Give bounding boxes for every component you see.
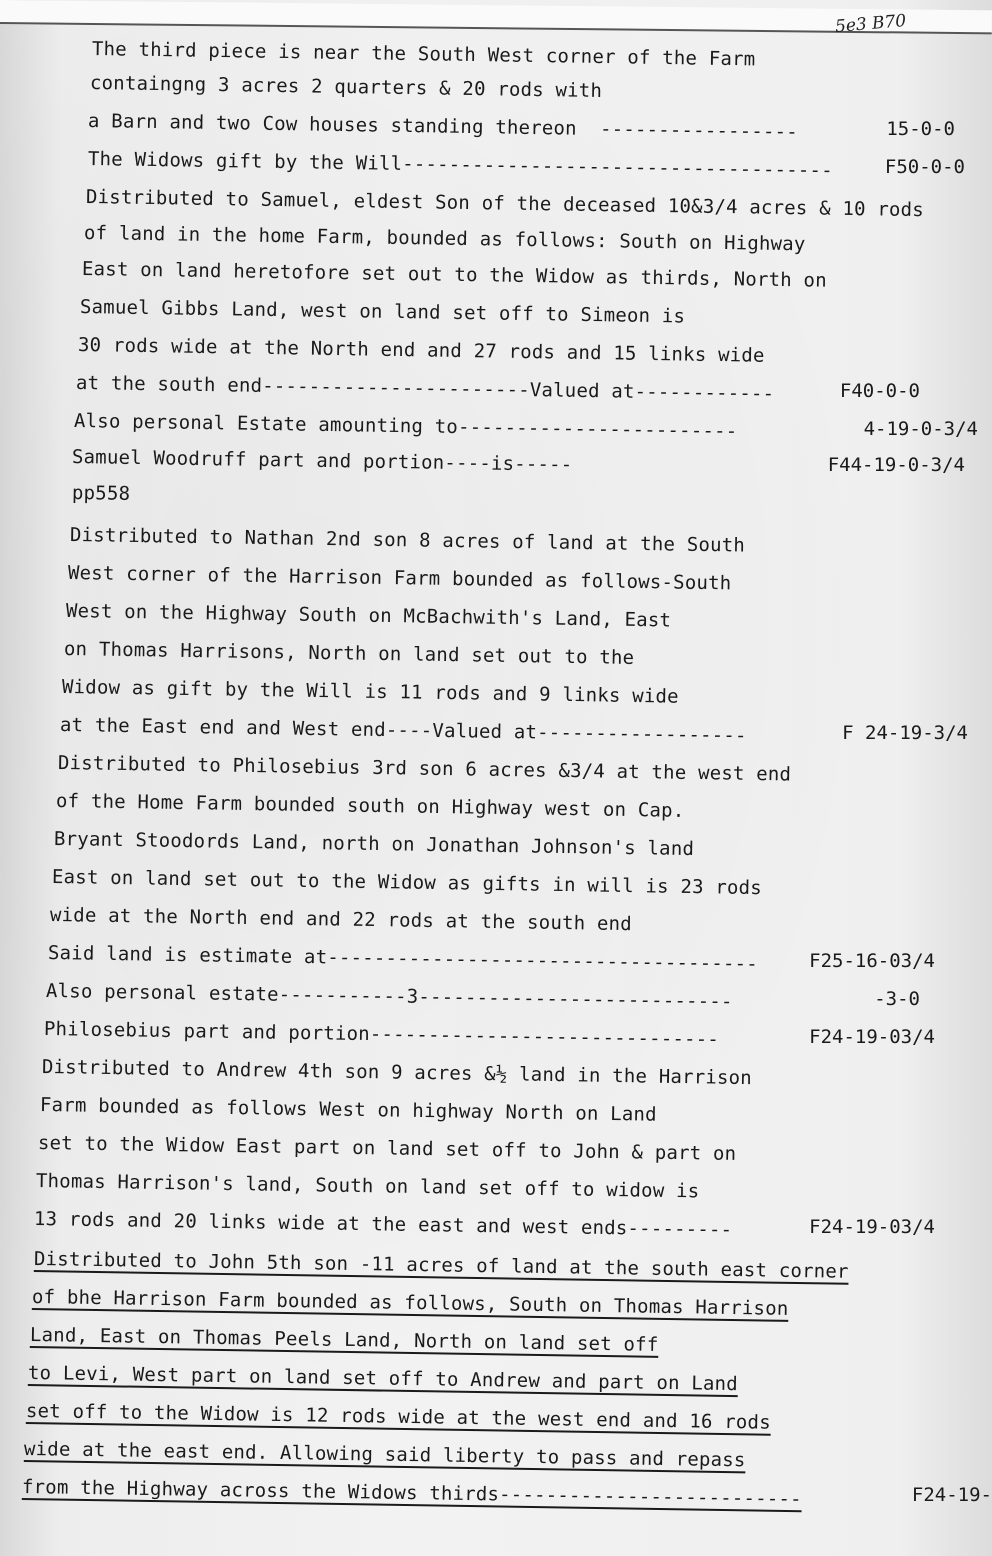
document-line: Said land is estimate at------------------------------------- [47,942,759,976]
document-line: Thomas Harrison's land, South on land set off to widow is [35,1170,700,1203]
document-line: at the East end and West end----Valued at------------------ [59,714,747,747]
amount-value: 4-19-0-3/4 [863,418,978,440]
document-line: Bryant Stoodords Land, north on Jonathan Johnson's land [53,828,695,861]
document-line: Distributed to John 5th son -11 acres of land at the south east corner [33,1248,849,1283]
amount-value: F24-19- [911,1484,992,1506]
amount-value: -3-0 [874,988,920,1010]
document-line: Samuel Gibbs Land, west on land set off to Simeon is [79,296,686,328]
document-line: of bhe Harrison Farm bounded as follows, South on Thomas Harrison [31,1286,789,1320]
amount-value: 15-0-0 [886,118,955,140]
document-line: set off to the Widow is 12 rods wide at the west end and 16 rods [25,1400,771,1434]
document-line: from the Highway across the Widows thirds-------------------------- [21,1476,802,1511]
amount-value: F40-0-0 [839,380,920,402]
document-line: The third piece is near the South West corner of the Farm [91,38,756,71]
document-line: Land, East on Thomas Peels Land, North on land set off [29,1324,659,1356]
document-line: West on the Highway South on McBachwith's Land, East [65,600,672,632]
document-line: Farm bounded as follows West on highway North on Land [39,1094,657,1126]
amount-value: F24-19-03/4 [809,1026,935,1048]
document-line: at the south end-----------------------Valued at------------ [75,372,775,405]
document-line: Distributed to Andrew 4th son 9 acres &½ land in the Harrison [41,1056,753,1090]
document-line: Also personal Estate amounting to------------------------ [73,410,738,443]
document-line: East on land set out to the Widow as gifts in will is 23 rods [51,866,763,900]
document-line: Philosebius part and portion------------------------------ [43,1018,720,1051]
document-line: set to the Widow East part on land set off to John & part on [37,1132,737,1165]
document-line: 30 rods wide at the North end and 27 rods and 15 links wide [77,334,765,367]
document-line: on Thomas Harrisons, North on land set out to the [63,638,635,669]
document-line: wide at the North end and 22 rods at the south end [49,904,633,936]
document-line: The Widows gift by the Will------------------------------------- [87,148,833,182]
document-line: East on land heretofore set out to the Widow as thirds, North on [81,258,827,292]
amount-value: F25-16-03/4 [809,950,935,972]
document-line: Distributed to Samuel, eldest Son of the deceased 10&3/4 acres & 10 rods [85,186,925,222]
document-line: Widow as gift by the Will is 11 rods and 9 links wide [61,676,679,708]
document-line: Also personal estate-----------3--------------------------- [45,980,733,1013]
document-line: containgng 3 acres 2 quarters & 20 rods with [89,72,603,103]
document-line: pp558 [71,482,131,505]
amount-value: F44-19-0-3/4 [827,454,965,476]
amount-value: F 24-19-3/4 [842,722,968,744]
document-line: a Barn and two Cow houses standing thereon ----------------- [87,110,799,144]
amount-value: F24-19-03/4 [809,1216,935,1238]
document-line: 13 rods and 20 links wide at the east and west ends--------- [33,1208,733,1241]
amount-value: F50-0-0 [884,156,965,178]
document-line: Distributed to Nathan 2nd son 8 acres of land at the South [69,524,746,557]
document-line: of the Home Farm bounded south on Highway west on Cap. [55,790,685,822]
document-line: Samuel Woodruff part and portion----is----- [71,446,573,476]
document-line: wide at the east end. Allowing said liberty to pass and repass [23,1438,746,1472]
document-line: West corner of the Harrison Farm bounded as follows-South [67,562,732,595]
document-line: of land in the home Farm, bounded as follows: South on Highway [83,222,806,256]
document-line: to Levi, West part on land set off to Andrew and part on Land [27,1362,739,1396]
document-line: Distributed to Philosebius 3rd son 6 acres &3/4 at the west end [57,752,792,786]
handwritten-annotation: 5e3 B70 [834,10,907,38]
